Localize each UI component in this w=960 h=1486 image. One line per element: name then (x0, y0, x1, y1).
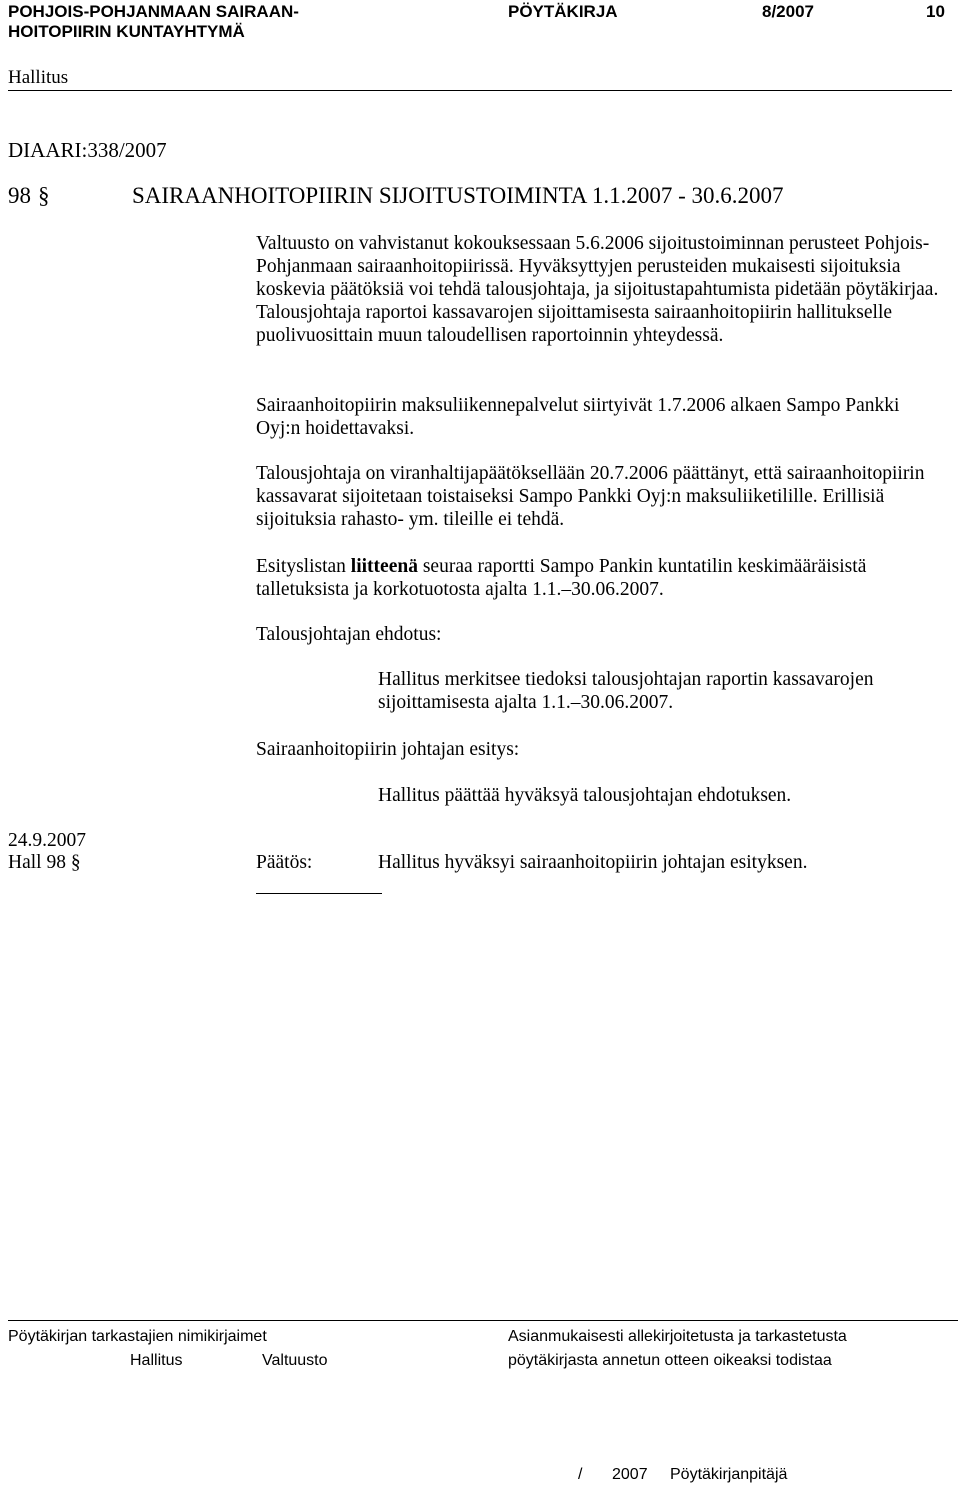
attachment-keyword: liitteenä (350, 556, 418, 577)
footer-year: 2007 (612, 1466, 648, 1483)
organization-line-1: POHJOIS-POHJANMAAN SAIRAAN- (8, 2, 299, 21)
section-end-divider (256, 893, 382, 894)
diaari-number: DIAARI:338/2007 (8, 138, 167, 162)
paragraph-text: Talousjohtaja on viranhaltijapäätöksellään 20.7.2006 päättänyt, että sairaanhoitopiirin kassavarat sijoitetaan toistaiseksi Sampo Pankki Oyj:n maksuliiketilille. Erillisiä sijoituksia rahasto- ym. tileille ei tehdä. (256, 463, 925, 530)
paragraph-attachment (256, 555, 946, 601)
footer-certification-line-2: pöytäkirjasta annetun otteen oikeaksi todistaa (508, 1352, 832, 1369)
paragraph-cash-investment (256, 462, 946, 531)
attachment-text-before: Esityslistan (256, 556, 351, 577)
paragraph-text (256, 555, 946, 601)
decision-text: Hallitus hyväksyi sairaanhoitopiirin johtajan esityksen. (378, 852, 808, 873)
footer-initials-valtuusto: Valtuusto (262, 1352, 328, 1369)
footer-divider (8, 1320, 958, 1321)
paragraph-background (256, 232, 946, 347)
document-type: PÖYTÄKIRJA (508, 2, 618, 21)
footer-date-slash: / (578, 1466, 583, 1483)
director-proposal-label: Sairaanhoitopiirin johtajan esitys: (256, 739, 520, 760)
decision-reference: Hall 98 § (8, 852, 81, 873)
paragraph-text: Valtuusto on vahvistanut kokouksessaan 5.6.2006 sijoitustoiminnan perusteet Pohjois-Pohjanmaan sairaanhoitopiirissä. Hyväksyttyjen perusteiden mukaisesti sijoituksia koskevia päätöksiä voi tehdä talousjohtaja, ja sijoitustapahtumista pidetään pöytäkirjaa. Talousjohtaja raportoi kassavarojen sijoittamisesta sairaanhoitopiirin hallitukselle puolivuosittain muun taloudellisen raportoinnin yhteydessä. (256, 233, 939, 346)
proposal-text: Hallitus merkitsee tiedoksi talousjohtajan raportin kassavarojen sijoittamisesta ajalta 1.1.–30.06.2007. (378, 669, 874, 713)
director-proposal-text: Hallitus päättää hyväksyä talousjohtajan ehdotuksen. (378, 785, 792, 806)
section-number: 98 (8, 183, 31, 208)
page-number: 10 (926, 2, 945, 21)
decision-label: Päätös: (256, 852, 313, 873)
footer-initials-hallitus: Hallitus (130, 1352, 183, 1369)
organization-line-2: HOITOPIIRIN KUNTAYHTYMÄ (8, 22, 245, 41)
organization-name (8, 2, 299, 42)
footer-initials-title: Pöytäkirjan tarkastajien nimikirjaimet (8, 1328, 267, 1345)
footer-certification-line-1: Asianmukaisesti allekirjoitetusta ja tarkastetusta (508, 1328, 847, 1345)
decision-date: 24.9.2007 (8, 830, 86, 851)
section-title: SAIRAANHOITOPIIRIN SIJOITUSTOIMINTA 1.1.2007 - 30.6.2007 (132, 183, 784, 208)
header-divider (8, 90, 952, 91)
attachment-text-after: seuraa raportti Sampo Pankin kuntatilin keskimääräisistä talletuksista ja korkotuotosta ajalta 1.1.–30.06.2007. (256, 556, 867, 600)
paragraph-text: Sairaanhoitopiirin maksuliikennepalvelut siirtyivät 1.7.2006 alkaen Sampo Pankki Oyj:n hoidettavaksi. (256, 395, 900, 439)
paragraph-payment-services (256, 394, 946, 440)
footer-keeper-label: Pöytäkirjanpitäjä (670, 1466, 788, 1483)
section-sign: § (38, 183, 50, 208)
meeting-number: 8/2007 (762, 2, 814, 21)
department-label: Hallitus (8, 67, 69, 88)
proposal-label: Talousjohtajan ehdotus: (256, 624, 442, 645)
